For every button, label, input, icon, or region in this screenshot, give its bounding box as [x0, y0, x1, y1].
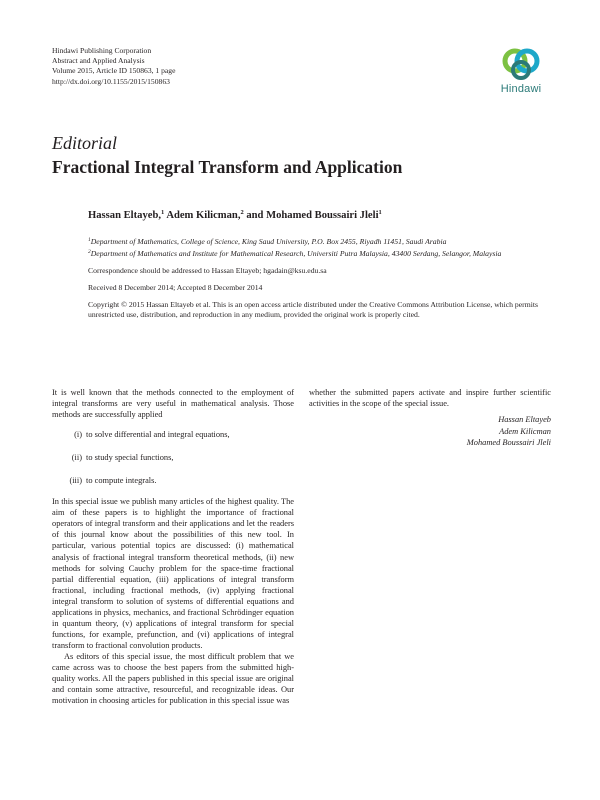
list-item-text: to compute integrals.	[86, 476, 157, 486]
editor-signature: Hassan Eltayeb	[498, 415, 551, 425]
affiliation-text: Department of Mathematics and Institute for Mathematical Research, Universiti Putra Malaysia, 43400 Serdang, Selangor, Malaysia	[90, 249, 502, 259]
editor-signatures	[309, 414, 551, 449]
affiliation-number: 1	[88, 237, 91, 243]
affiliation-text: Department of Mathematics, College of Science, King Saud University, P.O. Box 2455, Riyadh 11451, Saudi Arabia	[90, 237, 447, 246]
body-column-right	[309, 387, 551, 449]
affiliation-line	[88, 247, 558, 259]
hindawi-logo-icon	[501, 46, 541, 82]
hindawi-logo	[494, 46, 548, 95]
body-paragraph: It is well known that the methods connected to the employment of integral transforms are very useful in mathematical analysis. Those methods are successfully applied	[52, 388, 294, 420]
received-dates: Received 8 December 2014; Accepted 8 December 2014	[88, 283, 263, 292]
list-item	[52, 429, 294, 440]
author-list	[88, 209, 382, 221]
body-paragraph: As editors of this special issue, the most difficult problem that we came across was to choose the best papers from the submitted high-quality works. All the papers published in this special issue are original and contain some attractive, resourceful, and recognizable ideas. Our motivation in choosing articles for publication in this special issue was	[52, 651, 294, 706]
body-paragraph: In this special issue we publish many articles of the highest quality. The aim of these papers is to highlight the importance of fractional operators of integral transform and their applications and let the readers of this journal know about the possibilities of this new tool. In particular, various potential topics are discussed: (i) mathematical analysis of fractional integral transform theoretical methods, (ii) new methods for solving Cauchy problem for the space-time fractional partial differential equation, (iii) applications of integral transform fractional, including fractional methods, (iv) applying fractional integral transform to solution of systems of differential equations and applications in physics, mechanics, and fractional Schrödinger equation in quantum theory, (v) applications of integral transform for special functions, for example, prefunction, and (vi) applications of integral transform to fractional convolution products.	[52, 497, 294, 650]
author-affiliation-mark: 1	[161, 209, 165, 216]
volume-info: Volume 2015, Article ID 150863, 1 page	[52, 66, 176, 76]
list-item-number: (iii)	[69, 476, 82, 486]
body-paragraph: whether the submitted papers activate and inspire further scientific activities in the scope of the special issue.	[309, 388, 551, 409]
list-item-number: (ii)	[71, 453, 82, 463]
author-affiliation-mark: 1	[378, 209, 382, 216]
body-column-left	[52, 387, 294, 706]
list-item-number: (i)	[74, 430, 82, 440]
list-item-text: to solve differential and integral equations,	[86, 430, 230, 440]
journal-name: Abstract and Applied Analysis	[52, 56, 145, 66]
journal-header	[52, 46, 175, 87]
article-title: Fractional Integral Transform and Application	[52, 157, 403, 177]
application-list	[52, 429, 294, 486]
publisher-name: Hindawi Publishing Corporation	[52, 46, 152, 55]
correspondence: Correspondence should be addressed to Hassan Eltayeb; hgadain@ksu.edu.sa	[88, 266, 327, 275]
author-affiliation-mark: 2	[240, 209, 244, 216]
list-item-text: to study special functions,	[86, 453, 174, 463]
hindawi-wordmark: Hindawi	[500, 83, 542, 95]
author-name: and Mohamed Boussairi Jleli	[243, 210, 379, 221]
list-item	[52, 475, 294, 486]
editor-signature: Adem Kilicman	[499, 426, 551, 436]
affiliations	[88, 235, 558, 260]
list-item	[52, 452, 294, 463]
doi-link[interactable]: http://dx.doi.org/10.1155/2015/150863	[52, 76, 170, 86]
editor-signature: Mohamed Boussairi Jleli	[466, 438, 551, 448]
affiliation-number: 2	[88, 249, 91, 256]
copyright-notice: Copyright © 2015 Hassan Eltayeb et al. This is an open access article distributed under the Creative Commons Attribution License, which permits unrestricted use, distribution, and reproduction in any medium, provided the original work is properly cited.	[88, 300, 538, 320]
author-name: Hassan Eltayeb,	[88, 210, 161, 221]
affiliation-line	[88, 235, 558, 247]
article-type: Editorial	[52, 133, 118, 153]
author-name: Adem Kilicman,	[164, 210, 241, 221]
